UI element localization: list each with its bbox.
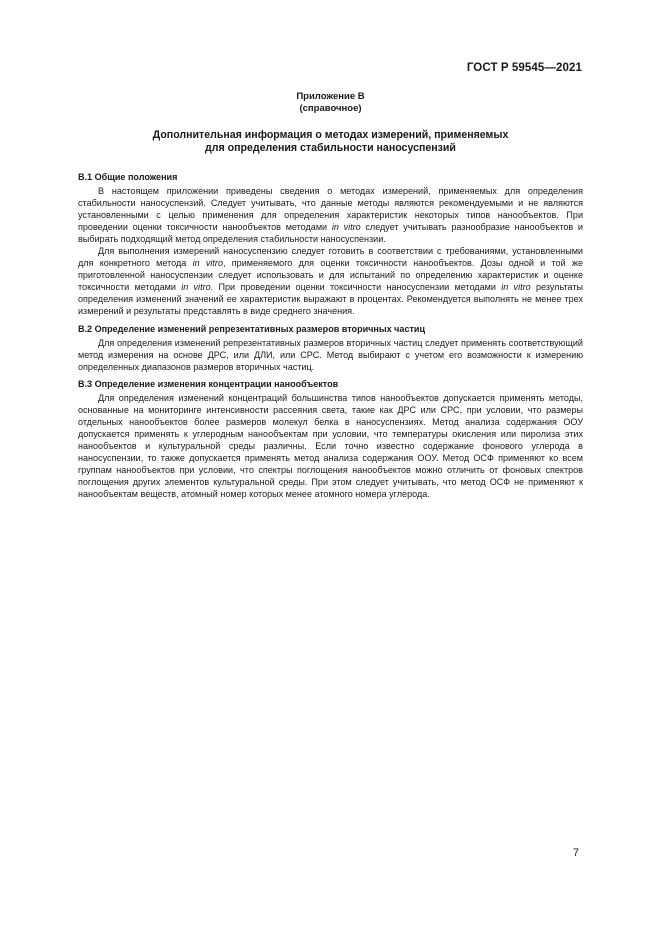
text-run: результаты определения изменений значений ее характеристик выражают в процентах. Рекомендуется выполнять не менее трех измерений и результаты представлять в виде среднего значения. bbox=[78, 282, 583, 317]
text-run: Для определения изменений концентраций большинства типов нанообъектов допускается применять методы, основанные на мониторинге интенсивности рассеяния света, такие как ДРС или СРС, при условии, что размеры отдельных нанообъектов более размеров молекул белка в наносуспензиях. Метод анализа содержания ООУ допускается применять к углеродным нанообъектам при условии, что температуры окисления или пиролиза этих нанообъектов и культуральной среды различны. Если точно известно содержание фонового углерода в наносуспензии, то также допускается применять метод анализа содержания ООУ. Метод ОСФ применяют ко всем группам нанообъектов при условии, что спектры поглощения нанообъектов можно отличить от фоновых спектров поглощения других элементов культуральной среды. При этом следует учитывать, что метод ОСФ не применяют к нанообъектам веществ, атомный номер которых менее атомного номера углерода. bbox=[78, 392, 583, 500]
section bbox=[78, 378, 583, 500]
text-run: . При проведении оценки токсичности наносуспензии методами bbox=[210, 282, 502, 293]
paragraph bbox=[78, 185, 583, 245]
document-body bbox=[78, 171, 583, 500]
section-title: В.2 Определение изменений репрезентативных размеров вторичных частиц bbox=[78, 323, 426, 334]
standard-number: ГОСТ Р 59545—2021 bbox=[466, 62, 582, 74]
annex-title bbox=[0, 129, 661, 155]
paragraph bbox=[78, 392, 583, 500]
italic-term: in vitro bbox=[501, 282, 531, 293]
paragraph bbox=[78, 245, 583, 317]
text-run: Для определения изменений репрезентативных размеров вторичных частиц следует применять соответствующий метод измерения на основе ДРС, или ДЛИ, или СРС. Метод выбирают с учетом его возможности к измерению определенных диапазонов размеров вторичных частиц. bbox=[78, 337, 583, 372]
annex-label: Приложение В bbox=[296, 91, 365, 102]
page-number: 7 bbox=[572, 847, 579, 859]
text-run: , применяемого для оценки токсичности нанообъектов. Дозы одной и той же приготовленной наносуспензии следует использовать и для испытаний по определению характеристик и оценке токсичности методами bbox=[78, 258, 584, 293]
annex-title-line-1: Дополнительная информация о методах измерений, применяемых bbox=[152, 129, 509, 141]
section-title: В.3 Определение изменения концентрации нанообъектов bbox=[78, 378, 339, 389]
annex-status: (справочное) bbox=[299, 103, 362, 114]
annex-heading bbox=[0, 91, 661, 115]
italic-term: in vitro bbox=[331, 222, 361, 233]
text-run: следует учитывать разнообразие нанообъектов и выбирать подходящий метод определения стабильности наносуспензии. bbox=[78, 222, 583, 245]
section-title: В.1 Общие положения bbox=[78, 172, 178, 182]
annex-title-line-2: для определения стабильности наносуспензий bbox=[205, 142, 456, 154]
paragraph bbox=[78, 337, 583, 373]
section bbox=[78, 323, 583, 373]
text-run: В настоящем приложении приведены сведения о методах измерений, применяемых для определения стабильности наносуспензий. Следует учитывать, что данные методы являются рекомендуемыми и не являются установленными с целью применения для определения характеристик некоторых типов нанообъектов. При проведении оценки токсичности нанообъектов методами bbox=[78, 186, 583, 233]
italic-term: in vitro bbox=[192, 258, 223, 269]
italic-term: in vitro bbox=[181, 282, 211, 293]
section bbox=[78, 171, 583, 318]
text-run: Для выполнения измерений наносуспензию следует готовить в соответствии с требованиями, установленными для конкретного метода bbox=[78, 246, 583, 269]
